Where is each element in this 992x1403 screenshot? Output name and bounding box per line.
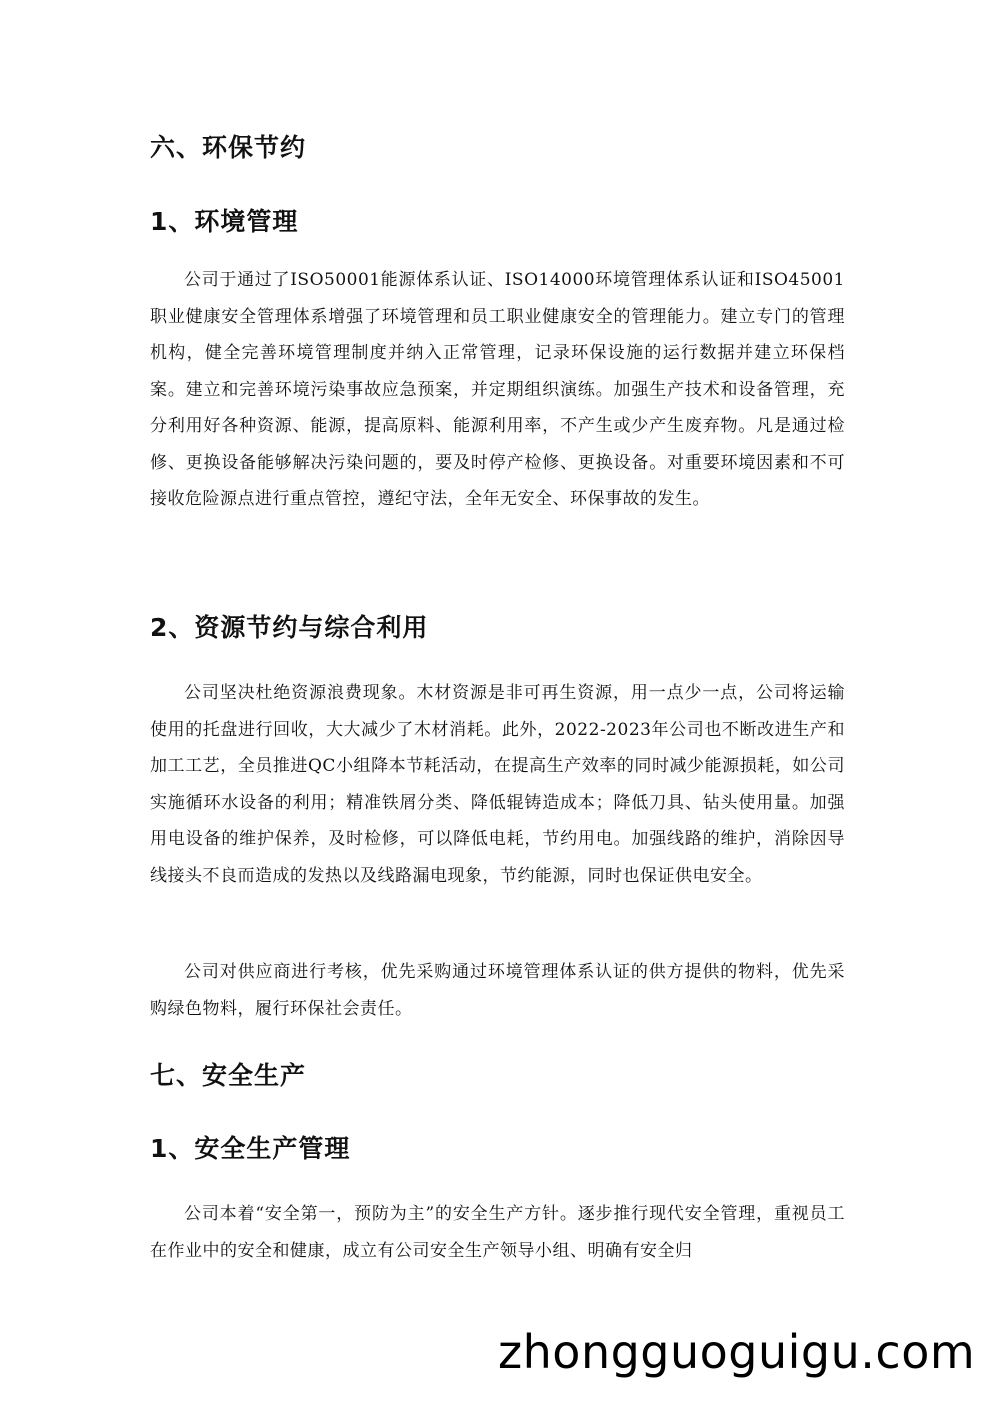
- paragraph-safety-management: 公司本着“安全第一，预防为主”的安全生产方针。逐步推行现代安全管理，重视员工在作业中的安全和健康，成立有公司安全生产领导小组、明确有安全归: [150, 1204, 845, 1261]
- watermark-text: zhongguoguigu.com: [498, 1325, 976, 1379]
- paragraph-resource-saving-2: 公司对供应商进行考核，优先采购通过环境管理体系认证的供方提供的物料，优先采购绿色物料，履行环保社会责任。: [150, 962, 845, 1019]
- subsection-title-safety-management: 1、安全生产管理: [150, 1134, 351, 1163]
- paragraph-resource-saving-1: 公司坚决杜绝资源浪费现象。木材资源是非可再生资源，用一点少一点，公司将运输使用的托盘进行回收，大大减少了木材消耗。此外，2022-2023年公司也不断改进生产和加工工艺，全员推进QC小组降本节耗活动，在提高生产效率的同时减少能源损耗，如公司实施循环水设备的利用；精准铁屑分类、降低辊铸造成本；降低刀具、钻头使用量。加强用电设备的维护保养，及时检修，可以降低电耗，节约用电。加强线路的维护，消除因导线接头不良而造成的发热以及线路漏电现象，节约能源，同时也保证供电安全。: [150, 683, 845, 886]
- paragraph-env-management: 公司于通过了ISO50001能源体系认证、ISO14000环境管理体系认证和ISO45001职业健康安全管理体系增强了环境管理和员工职业健康安全的管理能力。建立专门的管理机构，健全完善环境管理制度并纳入正常管理，记录环保设施的运行数据并建立环保档案。建立和完善环境污染事故应急预案，并定期组织演练。加强生产技术和设备管理，充分利用好各种资源、能源，提高原料、能源利用率，不产生或少产生废弃物。凡是通过检修、更换设备能够解决污染问题的，要及时停产检修、更换设备。对重要环境因素和不可接收危险源点进行重点管控，遵纪守法，全年无安全、环保事故的发生。: [150, 270, 845, 509]
- subsection-title-env-management: 1、环境管理: [150, 207, 299, 236]
- section-title-safety: 七、安全生产: [150, 1061, 307, 1090]
- section-title-environment: 六、环保节约: [150, 133, 307, 162]
- subsection-title-resource-saving: 2、资源节约与综合利用: [150, 613, 429, 642]
